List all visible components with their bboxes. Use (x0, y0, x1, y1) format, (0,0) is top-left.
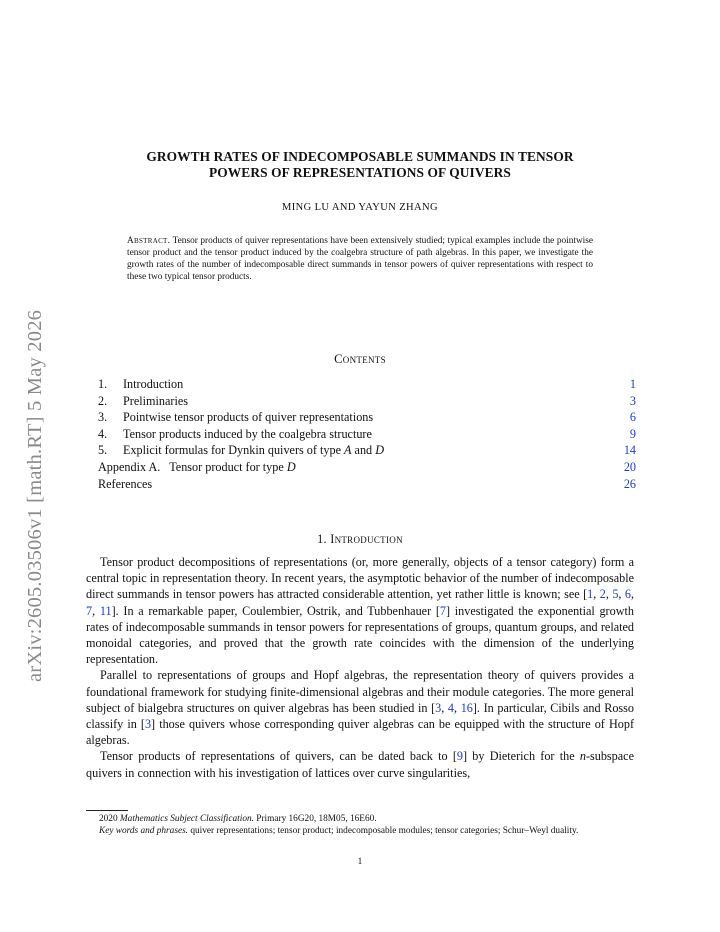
citation-link[interactable]: 16 (460, 700, 473, 715)
citation-link[interactable]: 3 (435, 700, 442, 715)
toc-entry-appendix-a[interactable] (98, 459, 636, 476)
toc-page-link[interactable]: 3 (629, 393, 636, 408)
paragraph: Tensor product decompositions of representations (or, more generally, objects of a tensor category) form a central topic in representation theory. In recent years, the asymptotic behavior of the number of indecomposable direct summands in tensor powers has attracted considerable attention, yet rather little is known; see [1, 2, 5, 6, 7, 11]. In a remarkable paper, Coulembier, Ostrik, and Tubbenhauer [7] investigated the exponential growth rates of indecomposable summands in tensor powers for representations of groups, quantum groups, and related monoidal categories, and proved that the growth rate coincides with the dimension of the underlying representation. (86, 555, 635, 667)
footnotes (86, 813, 634, 837)
abstract (127, 235, 593, 283)
toc-entry-label: Introduction (123, 377, 184, 391)
citation-link[interactable]: 11 (99, 603, 112, 618)
section-heading-introduction: 1. Introduction (317, 532, 403, 546)
toc-entry-label: Tensor products induced by the coalgebra structure (123, 426, 372, 441)
abstract-text: Tensor products of quiver representations have been extensively studied; typical examples include the pointwise tensor product and the tensor product induced by the coalgebra structure of path algebras. In this paper, we investigate the growth rates of the number of indecomposable direct summands in tensor powers of quiver representations with respect to these two typical tensor products. (127, 236, 593, 283)
toc-entry-coalgebra-tensor[interactable] (98, 426, 636, 443)
table-of-contents (98, 376, 636, 492)
paper-title-line-2: POWERS OF REPRESENTATIONS OF QUIVERS (209, 165, 511, 180)
introduction-body (86, 554, 634, 781)
math-symbol-d: D (286, 459, 296, 474)
toc-page-link[interactable]: 6 (629, 410, 636, 425)
paragraph: Parallel to representations of groups and Hopf algebras, the representation theory of quivers provides a foundational framework for studying finite-dimensional algebras and their module categories. The more general subject of bialgebra structures on quiver algebras has been studied in [3, 4, 16]. In particular, Cibils and Rosso classify in [3] those quivers whose corresponding quiver algebras can be equipped with the structure of Hopf algebras. (86, 668, 635, 748)
citation-link[interactable]: 9 (456, 749, 463, 764)
toc-page-link[interactable]: 1 (629, 377, 636, 391)
author-list: MING LU AND YAYUN ZHANG (281, 202, 438, 213)
toc-entry-label: Preliminaries (123, 393, 188, 408)
paragraph: Tensor products of representations of quivers, can be dated back to [9] by Dieterich for the n-subspace quivers in connection with his investigation of lattices over curve singularities, (86, 749, 634, 780)
citation-link[interactable]: 3 (144, 717, 152, 732)
citation-link[interactable]: 2 (599, 587, 606, 602)
toc-entry-number: 4. (98, 426, 108, 441)
toc-entry-introduction[interactable] (98, 376, 636, 393)
toc-entry-number: 2. (98, 393, 108, 408)
page-number: 1 (357, 857, 363, 867)
paper-title-line-1: GROWTH RATES OF INDECOMPOSABLE SUMMANDS IN TENSOR (146, 149, 574, 164)
toc-entry-number: 5. (98, 443, 108, 458)
toc-entry-explicit-formulas[interactable] (98, 442, 636, 459)
keywords-footnote: Key words and phrases. quiver representations; tensor product; indecomposable modules; tensor categories; Schur–Weyl duality. (99, 826, 579, 837)
citation-link[interactable]: 5 (612, 587, 619, 602)
math-symbol-n: n (579, 749, 586, 764)
toc-page-link[interactable]: 20 (623, 459, 636, 474)
toc-entry-number: 1. (98, 377, 108, 391)
arxiv-stamp[interactable] (14, 248, 54, 683)
contents-heading: Contents (334, 352, 386, 366)
toc-page-link[interactable]: 14 (623, 443, 636, 458)
citation-link[interactable]: 1 (587, 587, 594, 602)
math-symbol-d: D (375, 443, 384, 458)
toc-entry-number: 3. (98, 410, 108, 425)
toc-page-link[interactable]: 9 (629, 426, 636, 441)
toc-page-link[interactable]: 26 (623, 476, 636, 491)
toc-entry-label: References (98, 476, 153, 491)
toc-entry-label: Pointwise tensor products of quiver representations (123, 410, 374, 425)
citation-link[interactable]: 7 (439, 603, 446, 618)
toc-entry-preliminaries[interactable] (98, 393, 636, 410)
toc-entry-label: Explicit formulas for Dynkin quivers of type A and D (123, 443, 384, 458)
arxiv-stamp-text: arXiv:2605.03506v1 [math.RT] 5 May 2026 (24, 309, 46, 682)
math-symbol-a: A (344, 443, 352, 458)
citation-link[interactable]: 6 (624, 587, 631, 602)
footnote-rule (86, 810, 128, 811)
msc-footnote: 2020 Mathematics Subject Classification. Primary 16G20, 18M05, 16E60. (99, 814, 377, 824)
toc-entry-pointwise-tensor[interactable] (98, 409, 636, 426)
toc-entry-label: Appendix A. Tensor product for type (98, 459, 287, 474)
toc-entry-references[interactable] (98, 476, 636, 493)
abstract-label: Abstract. (127, 236, 171, 246)
citation-link[interactable]: 4 (447, 700, 455, 715)
citation-link[interactable]: 7 (86, 603, 93, 618)
